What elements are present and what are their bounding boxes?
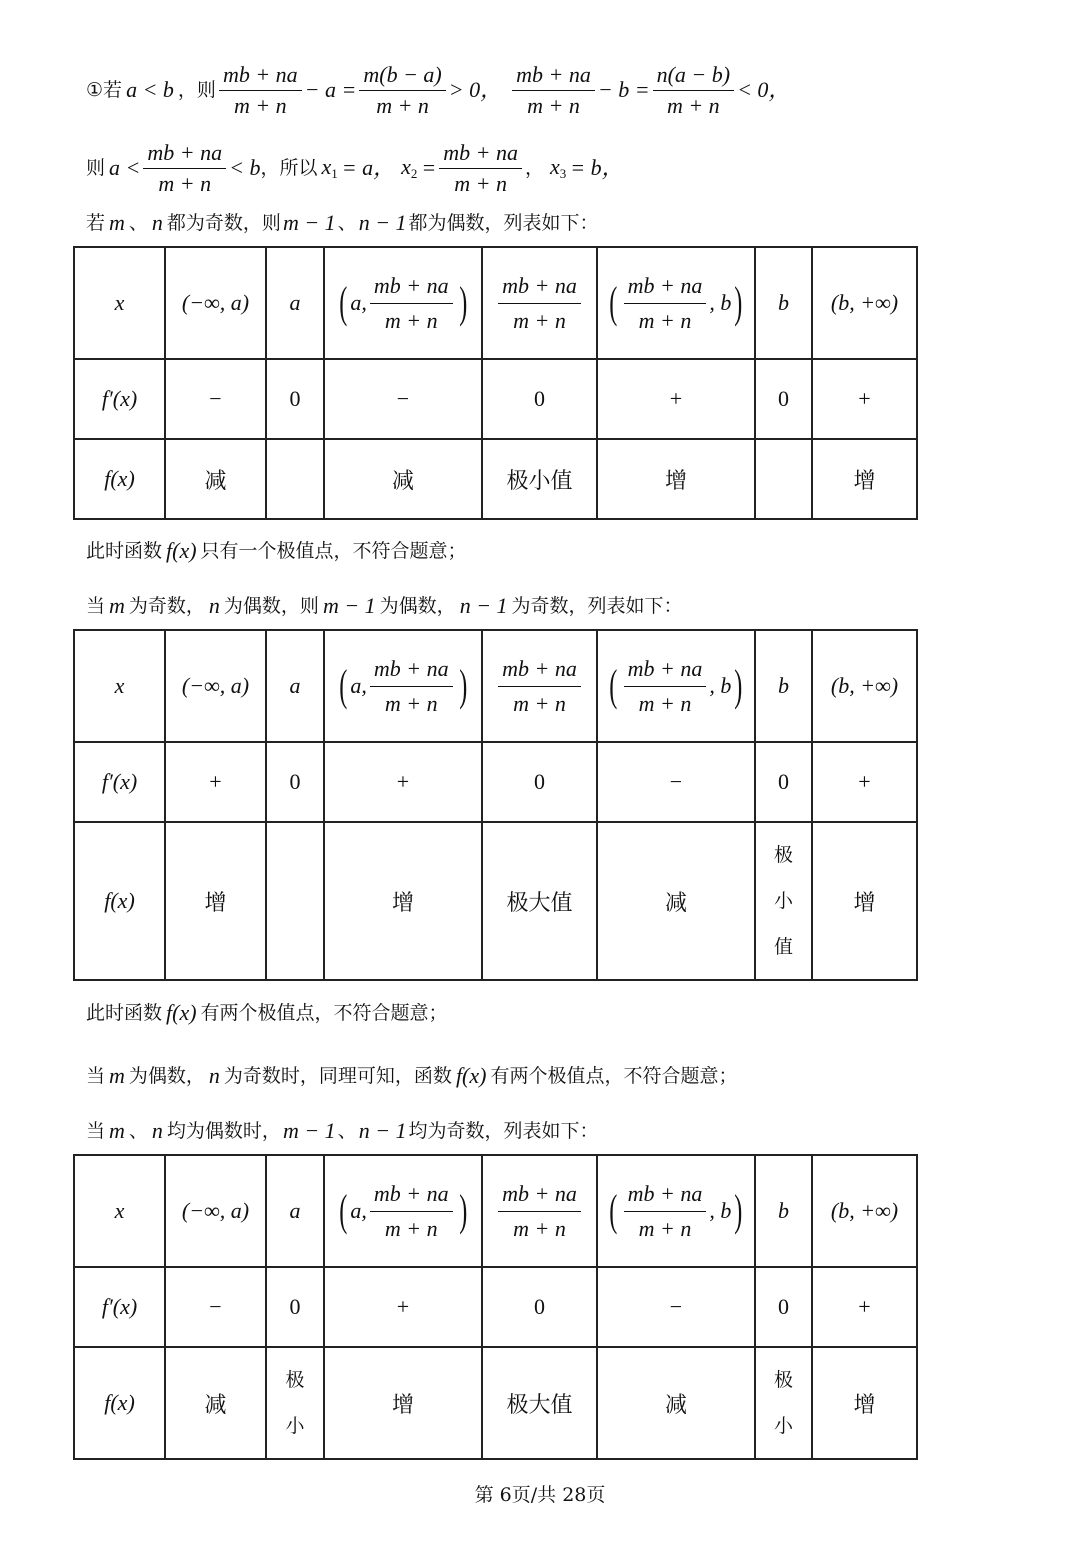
table-header-row: x (−∞, a) a ( a, $\frac{mb + na}{m + n}$ ) $\frac{mb + na}{m + n}$ ( $\frac{mb + na}{m + n}$ , b ) b (b, +∞) <box>74 247 917 359</box>
page-number-footer: 第 6页/共 28页 <box>474 1484 606 1506</box>
conclusion-line-3: 当 m 为偶数， n 为奇数时，同理可知，函数 f(x) 有两个极值点，不符合题意； <box>86 1063 738 1088</box>
intro-line-case-4: 当 m 、 n 均为偶数时， m − 1 、 n − 1 均为奇数，列表如下： <box>86 1118 599 1143</box>
sign-table-1 <box>73 246 918 520</box>
fraction: $\frac{mb + na}{m + n}$ <box>512 64 595 117</box>
conclusion-line-2: 此时函数 f(x) 有两个极值点，不符合题意； <box>86 1000 448 1025</box>
fraction: $\frac{mb + na}{m + n}$ <box>219 64 302 117</box>
derivation-line-1: ① 若 a < b ，则 $\frac{mb + na}{m + n}$ − a = $\frac{m(b - a)}{m + n}$ > 0， $\frac{mb + na}{m + n}$ − b = $\frac{n(a - b)}{m + n}$ < 0， <box>86 61 791 118</box>
sign-table-3 <box>73 1154 918 1460</box>
circled-one-label: ① <box>86 78 104 101</box>
fraction: $\frac{m(b - a)}{m + n}$ <box>359 64 445 117</box>
table-row-function: f(x) 减 减 极小值 增 增 <box>74 439 917 519</box>
table-header-row: x (−∞, a) a ( a, $\frac{mb + na}{m + n}$ ) $\frac{mb + na}{m + n}$ ( $\frac{mb + na}{m + n}$ , b ) b (b, +∞) <box>74 630 917 742</box>
sign-table-2 <box>73 629 918 981</box>
intro-line-case-1: 若 m 、 n 都为奇数，则 m − 1 、 n − 1 都为偶数，列表如下： <box>86 210 599 235</box>
table-row-derivative: f′(x) + 0 + 0 − 0 + <box>74 742 917 822</box>
table-header-row: x (−∞, a) a ( a, $\frac{mb + na}{m + n}$ ) $\frac{mb + na}{m + n}$ ( $\frac{mb + na}{m + n}$ , b ) b (b, +∞) <box>74 1155 917 1267</box>
fraction: $\frac{mb + na}{m + n}$ <box>143 142 226 195</box>
table-row-derivative: f′(x) − 0 + 0 − 0 + <box>74 1267 917 1347</box>
table-row-function: f(x) 减 极小 增 极大值 减 极小 增 <box>74 1347 917 1459</box>
table-row-derivative: f′(x) − 0 − 0 + 0 + <box>74 359 917 439</box>
table-row-function: f(x) 增 增 极大值 减 极小值 增 <box>74 822 917 980</box>
conclusion-line-1: 此时函数 f(x) 只有一个极值点，不符合题意； <box>86 538 467 563</box>
intro-line-case-2: 当 m 为奇数， n 为偶数，则 m − 1 为偶数， n − 1 为奇数，列表如下： <box>86 593 683 618</box>
derivation-line-2: 则 a < $\frac{mb + na}{m + n}$ < b ，所以 $x_1$ = a， $x_2$ = $\frac{mb + na}{m + n}$ ， $x_3$ = b， <box>86 139 624 196</box>
fraction: $\frac{mb + na}{m + n}$ <box>439 142 522 195</box>
fraction: $\frac{n(a - b)}{m + n}$ <box>653 64 735 117</box>
